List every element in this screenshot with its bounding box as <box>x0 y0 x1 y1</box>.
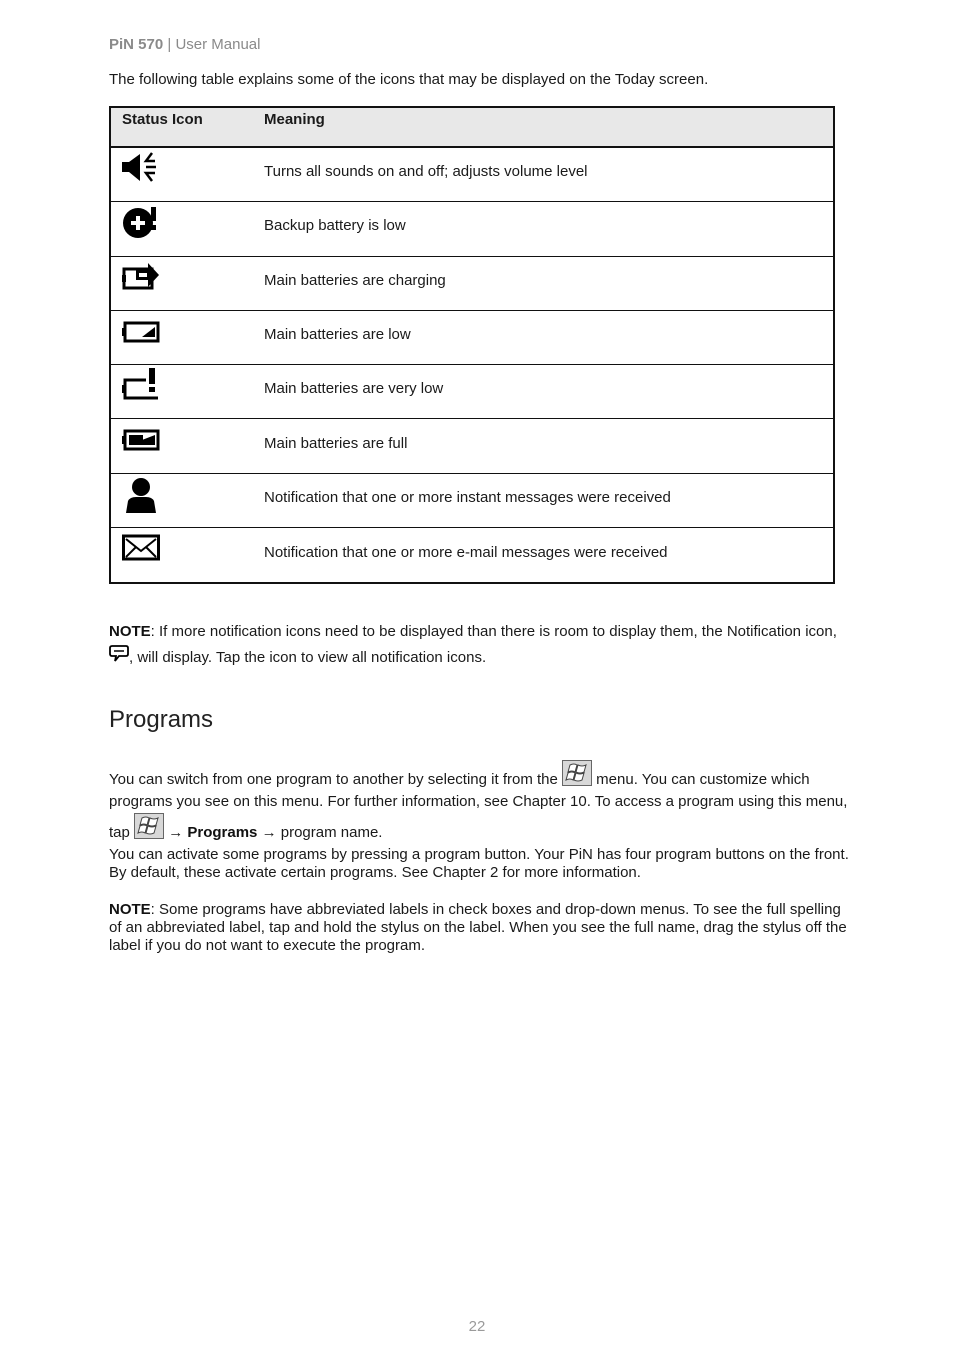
table-row <box>111 311 833 365</box>
table-row <box>111 257 833 311</box>
row-meaning: Main batteries are low <box>264 326 411 344</box>
p1-text-b: menu. You can customize which programs you see on this menu. For further information, see Chapter 10. To access a program using this menu, tap <box>109 771 848 841</box>
row-meaning: Turns all sounds on and off; adjusts volume level <box>264 163 588 181</box>
header-doc: User Manual <box>175 36 261 53</box>
p1-text-c: program name. <box>280 824 383 841</box>
intro-text: The following table explains some of the icons that may be displayed on the Today screen. <box>109 71 709 88</box>
section-heading-programs: Programs <box>109 706 214 733</box>
row-meaning: Notification that one or more e-mail messages were received <box>264 543 668 561</box>
header-separator: | <box>163 36 176 53</box>
header-product: PiN 570 <box>109 36 164 53</box>
row-meaning: Notification that one or more instant messages were received <box>264 488 671 506</box>
col-header-status-icon: Status Icon <box>122 111 203 128</box>
p1-arrow: → <box>257 824 281 841</box>
instant-message-icon <box>122 477 160 513</box>
table-row <box>111 148 833 202</box>
note-label: NOTE <box>109 623 151 640</box>
page-number: 22 <box>468 1318 486 1335</box>
table-row <box>111 419 833 473</box>
p1-arrow: → <box>164 824 188 841</box>
speaker-volume-icon <box>122 151 160 185</box>
p1-text-a: You can switch from one program to another by selecting it from the <box>109 771 563 788</box>
running-header <box>109 36 260 53</box>
table-row <box>111 202 833 256</box>
start-menu-flag-icon <box>562 760 592 786</box>
row-meaning: Backup battery is low <box>264 217 406 235</box>
table-row <box>111 528 833 582</box>
programs-note <box>109 901 849 955</box>
battery-full-icon <box>122 422 160 456</box>
table-header <box>111 108 833 148</box>
table-row <box>111 474 833 528</box>
programs-note-label: NOTE <box>109 901 151 918</box>
p1-programs-bold: Programs <box>187 824 258 841</box>
table-row <box>111 365 833 419</box>
programs-paragraph-2: You can activate some programs by pressing a program button. Your PiN has four program buttons on the front. By default, these activate certain programs. See Chapter 2 for more information. <box>109 846 849 881</box>
note-notification <box>109 620 849 670</box>
programs-note-text: : Some programs have abbreviated labels in check boxes and drop-down menus. To see the full spelling of an abbreviated label, tap and hold the stylus on the label. When you see the full name, drag the stylus off the label if you do not want to execute the program. <box>109 901 847 954</box>
programs-paragraph-1 <box>109 760 849 844</box>
battery-low-icon <box>122 314 160 348</box>
backup-battery-low-icon <box>122 205 160 239</box>
note-text-b: , will display. Tap the icon to view all notification icons. <box>129 649 487 666</box>
email-envelope-icon <box>122 531 160 561</box>
battery-very-low-icon <box>122 368 160 402</box>
battery-charging-icon <box>122 260 160 294</box>
row-meaning: Main batteries are full <box>264 434 408 452</box>
start-menu-flag-icon <box>134 813 164 839</box>
row-meaning: Main batteries are very low <box>264 380 444 398</box>
status-icon-table <box>109 106 835 584</box>
notification-bubble-icon <box>109 644 129 664</box>
note-text-a: : If more notification icons need to be displayed than there is room to display them, the Notification icon, <box>150 623 837 640</box>
row-meaning: Main batteries are charging <box>264 271 446 289</box>
col-header-meaning: Meaning <box>264 111 325 128</box>
